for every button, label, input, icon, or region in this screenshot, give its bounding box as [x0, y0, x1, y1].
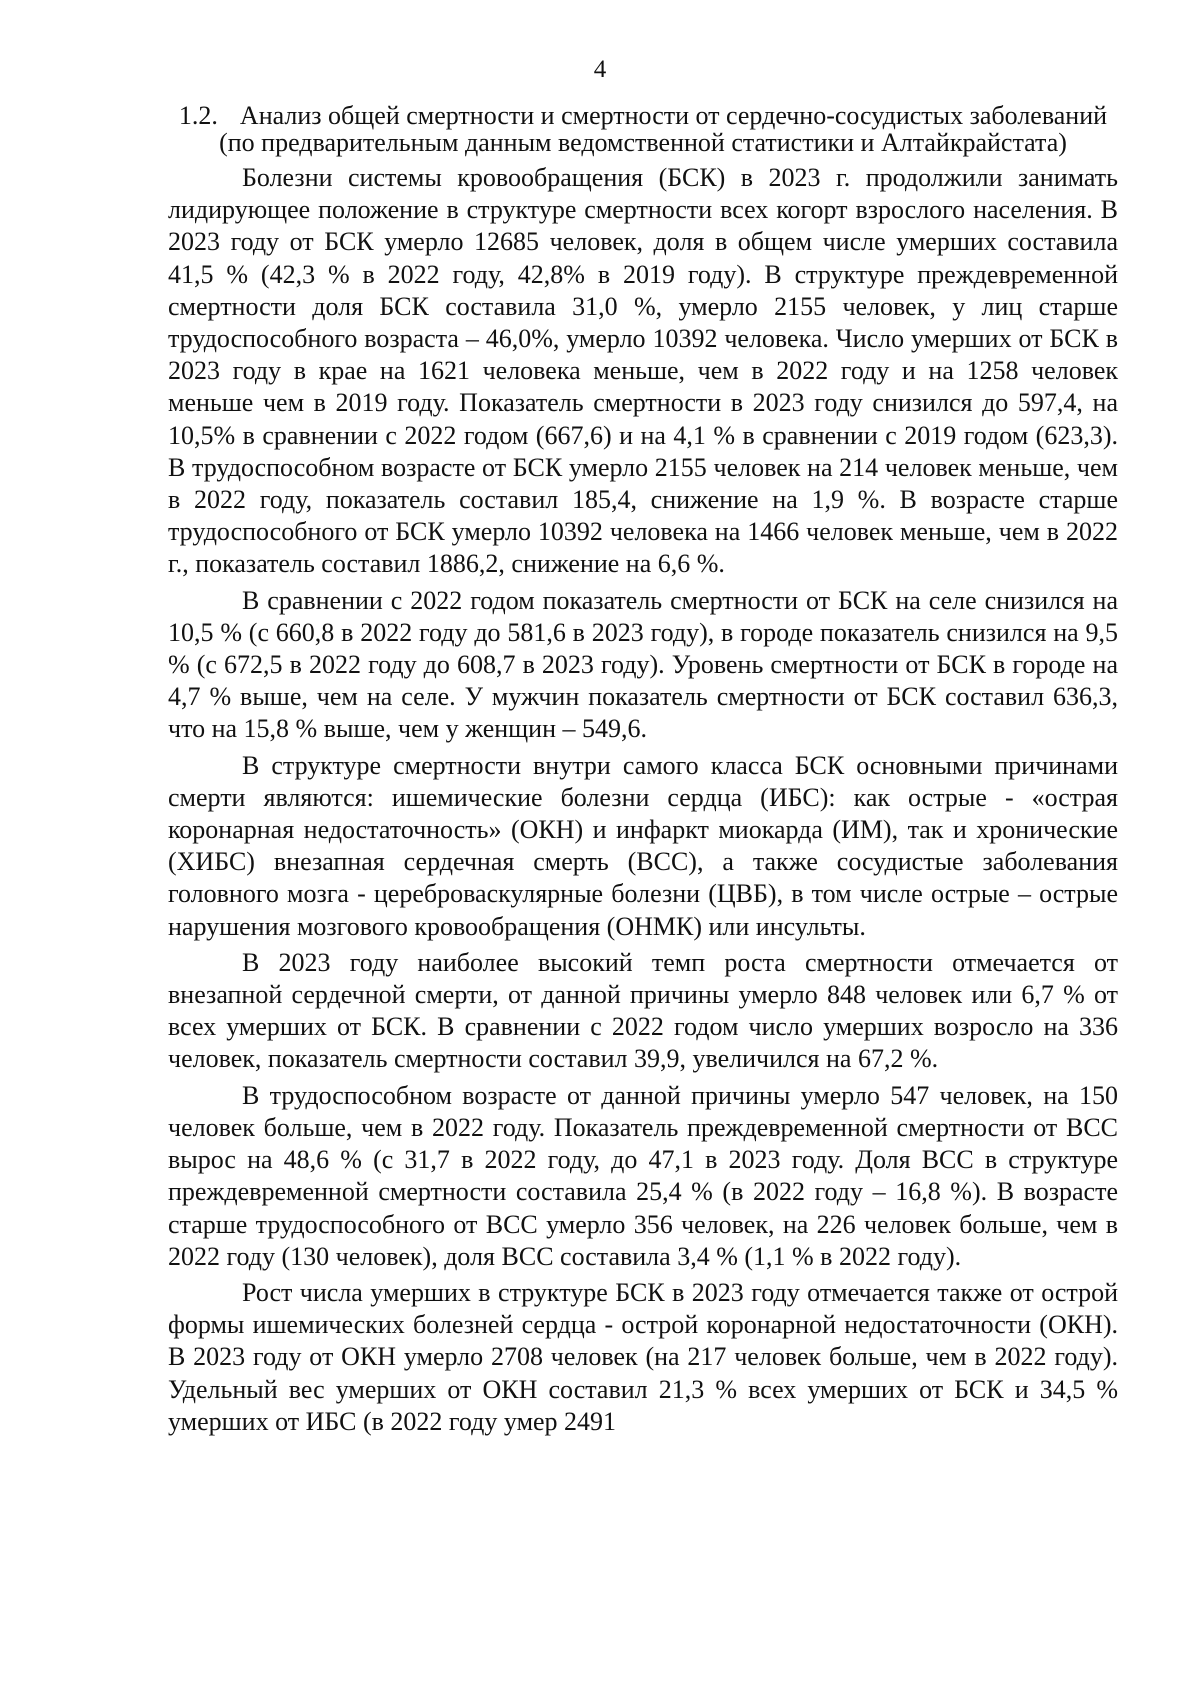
paragraph-working-age: В трудоспособном возрасте от данной причины умерло 547 человек, на 150 человек больше, чем в 2022 году. Показатель преждевременной смертности от ВСС вырос на 48,6 % (с 31,7 в 2022 году, до 47,1 в 2023 году. Доля ВСС в структуре преждевременной смертности составила 25,4 % (в 2022 году – 16,8 %). В возрасте старше трудоспособного от ВСС умерло 356 человек, на 226 человек больше, чем в 2022 году (130 человек), доля ВСС составила 3,4 % (1,1 % в 2022 году). — [168, 1080, 1118, 1271]
document-body — [168, 102, 1118, 1438]
section-title: Анализ общей смертности и смертности от сердечно-сосудистых заболеваний (по предварительным данным ведомственной статистики и Алтайкрайстата) — [219, 101, 1108, 157]
paragraph-bsk-overview: Болезни системы кровообращения (БСК) в 2023 г. продолжили занимать лидирующее положение в структуре смертности всех когорт взрослого населения. В 2023 году от БСК умерло 12685 человек, доля в общем числе умерших составила 41,5 % (42,3 % в 2022 году, 42,8% в 2019 году). В структуре преждевременной смертности доля БСК составила 31,0 %, умерло 2155 человек, у лиц старше трудоспособного возраста – 46,0%, умерло 10392 человека. Число умерших от БСК в 2023 году в крае на 1621 человека меньше, чем в 2022 году и на 1258 человек меньше чем в 2019 году. Показатель смертности в 2023 году снизился до 597,4, на 10,5% в сравнении с 2022 годом (667,6) и на 4,1 % в сравнении с 2019 годом (623,3). В трудоспособном возрасте от БСК умерло 2155 человек на 214 человек меньше, чем в 2022 году, показатель составил 185,4, снижение на 1,9 %. В возрасте старше трудоспособного от БСК умерло 10392 человека на 1466 человек меньше, чем в 2022 г., показатель составил 1886,2, снижение на 6,6 %. — [168, 163, 1118, 579]
page-number: 4 — [593, 56, 607, 83]
paragraph-causes-structure: В структуре смертности внутри самого класса БСК основными причинами смерти являются: ишемические болезни сердца (ИБС): как острые - «острая коронарная недостаточность» (ОКН) и инфаркт миокарда (ИМ), так и хронические (ХИБС) внезапная сердечная смерть (ВСС), а также сосудистые заболевания головного мозга - цереброваскулярные болезни (ЦВБ), в том числе острые – острые нарушения мозгового кровообращения (ОНМК) или инсульты. — [168, 750, 1118, 941]
paragraph-urban-rural: В сравнении с 2022 годом показатель смертности от БСК на селе снизился на 10,5 % (с 660,8 в 2022 году до 581,6 в 2023 году), в городе показатель снизился на 9,5 % (с 672,5 в 2022 году до 608,7 в 2023 году). Уровень смертности от БСК в городе на 4,7 % выше, чем на селе. У мужчин показатель смертности от БСК составил 636,3, что на 15,8 % выше, чем у женщин – 549,6. — [168, 585, 1118, 744]
paragraph-acute-coronary: Рост числа умерших в структуре БСК в 2023 году отмечается также от острой формы ишемических болезней сердца - острой коронарной недостаточности (ОКН). В 2023 году от ОКН умерло 2708 человек (на 217 человек больше, чем в 2022 году). Удельный вес умерших от ОКН составил 21,3 % всех умерших от БСК и 34,5 % умерших от ИБС (в 2022 году умер 2491 — [168, 1277, 1118, 1436]
section-number: 1.2. — [178, 101, 218, 130]
section-heading — [168, 102, 1118, 156]
paragraph-sudden-cardiac-death: В 2023 году наиболее высокий темп роста смертности отмечается от внезапной сердечной смерти, от данной причины умерло 848 человек или 6,7 % от всех умерших от БСК. В сравнении с 2022 годом число умерших возросло на 336 человек, показатель смертности составил 39,9, увеличился на 67,2 %. — [168, 947, 1118, 1074]
